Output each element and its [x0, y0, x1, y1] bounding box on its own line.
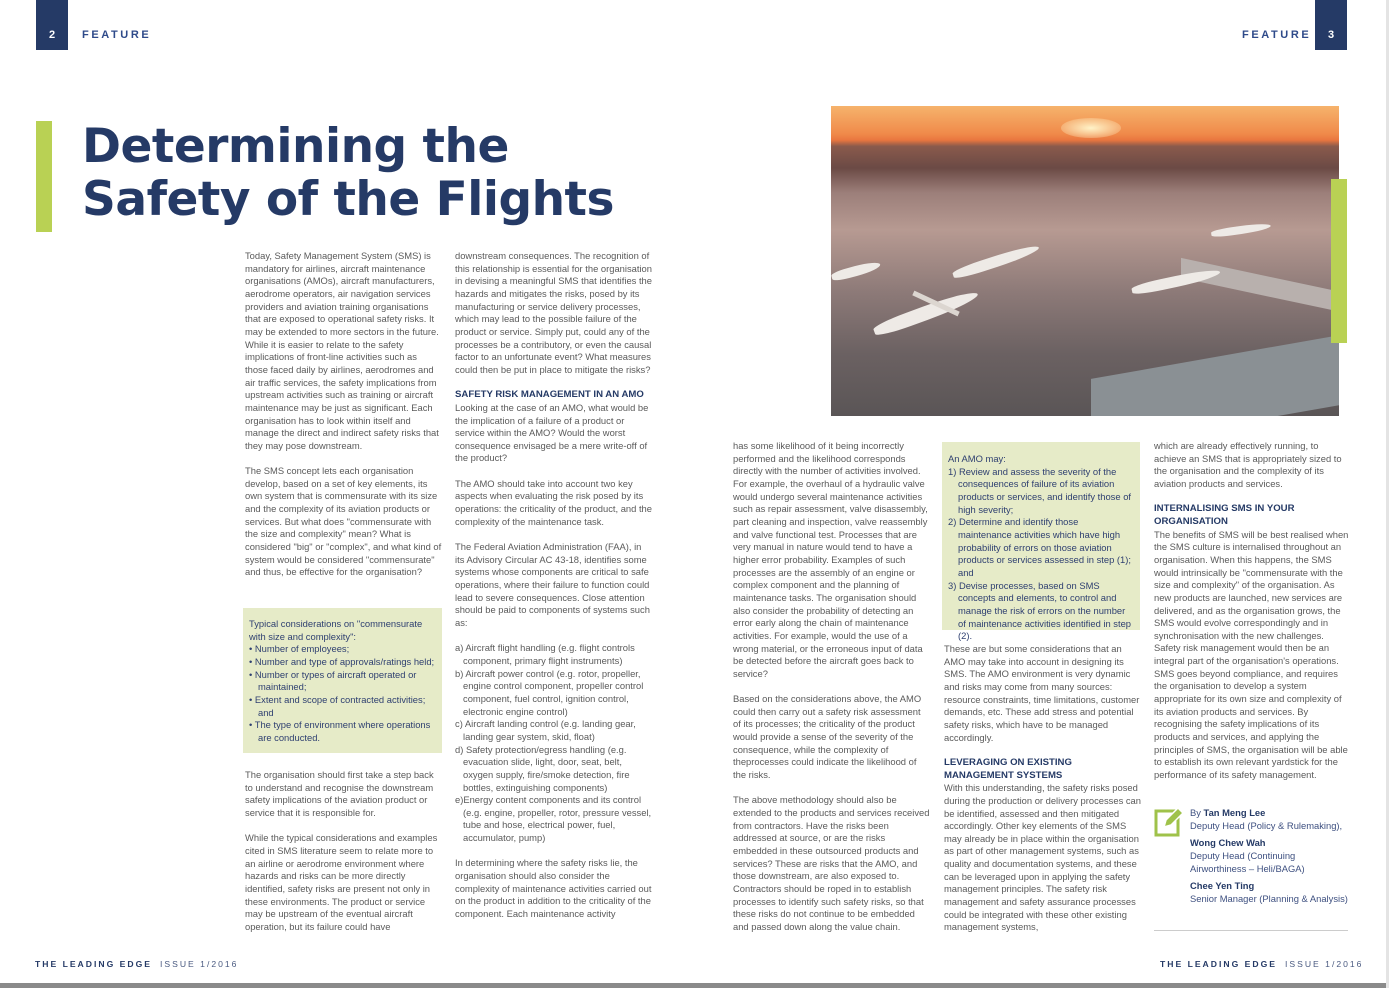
article-column-1 [245, 250, 442, 592]
airport-apron-photo [831, 106, 1339, 416]
article-column-5 [1154, 440, 1351, 794]
list-item: b) Aircraft power control (e.g. rotor, propeller, engine control component, propeller control component, fuel control, ignition control, electronic engine control) [455, 667, 644, 717]
author-name: Tan Meng Lee [1203, 807, 1266, 818]
airplane [831, 260, 881, 283]
byline [1190, 807, 1360, 906]
list-item: • Number of employees; [249, 643, 350, 655]
photo-accent-bar [1331, 179, 1347, 343]
footer-left [35, 959, 238, 969]
footer-right [1160, 959, 1363, 969]
list-item: • Number and type of approvals/ratings held; [249, 655, 435, 667]
byline-prefix: By [1190, 807, 1204, 818]
paragraph: The organisation should first take a step back to understand and recognise the downstream safety implications of the aviation product or service that it is responsible for. [245, 769, 434, 818]
list-item: 2) Determine and identify those maintenance activities which have high probability of errors on those aviation products or services assessed in step (1); and [948, 516, 1131, 578]
publication-name: THE LEADING EDGE [35, 959, 152, 969]
section-label-right: FEATURE [1242, 29, 1312, 41]
issue-label: ISSUE 1/2016 [160, 959, 239, 969]
paragraph: downstream consequences. The recognition of this relationship is essential for the organisation in devising a meaningful SMS that identifies the hazards and mitigates the risks, posed by its manufacturing or service delivery processes, which may lead to the possible failure of the product or service. Simply put, could any of the processes be a contributory, or even the causal factor to an unfortunate event? What measures could then be put in place to mitigate the risks? [455, 250, 652, 375]
title-line-2: Safety of the Flights [82, 172, 614, 227]
page-bottom-edge [0, 983, 1389, 988]
byline-divider [1154, 930, 1348, 931]
paragraph: While the typical considerations and examples cited in SMS literature seem to relate more to an airline or aerodrome environment where hazards and risks can be more directly identified, safety risks are present not only in these environments. The product or service may be upstream of the eventual aircraft operation, but its failure could have [245, 832, 438, 932]
list-item: • Extent and scope of contracted activities; and [249, 693, 426, 718]
list-item: 3) Devise processes, based on SMS concepts and elements, to control and manage the risk of errors on the number of maintenance activities identified in step (2). [948, 579, 1132, 642]
author-role: Deputy Head (Continuing Airworthiness – Heli/BAGA) [1190, 849, 1305, 874]
list-item: a) Aircraft flight handling (e.g. flight controls component, primary flight instruments) [455, 642, 635, 666]
page-number-right: 3 [1315, 0, 1347, 50]
sunset-glow [1061, 118, 1121, 138]
terminal-roof [1091, 333, 1339, 416]
paragraph: The benefits of SMS will be best realised when the SMS culture is internalised throughout an organisation. When this happens, the SMS would intrinsically be "commensurate with the size and complexity" of the organisation. As new products are launched, new services are delivered, and as the organisation grows, the SMS would evolve correspondingly and in synchronisation with the new challenges. Safety risk management would then be an integral part of the organisation's operations. SMS goes beyond compliance, and requires the organisation to develop a system appropriate for its own size and complexity of its aviation products and services. By recognising the safety implications of its products and services, and applying the principles of SMS, the organisation will be able to establish its own relevant yardstick for the performance of its safety management. [1154, 528, 1349, 781]
author-name: Wong Chew Wah [1190, 837, 1266, 849]
paragraph: Looking at the case of an AMO, what would be the implication of a failure of a product or service within the AMO? Would the worst consequence envisaged be a mere write-off of the product? [455, 401, 649, 464]
list-item: • The type of environment where operations are conducted. [249, 719, 431, 743]
terminal-building [1181, 258, 1339, 314]
section-label-left: FEATURE [82, 29, 152, 41]
list-item: e)Energy content components and its control (e.g. engine, propeller, rotor, pressure vessel, tube and hose, electrical power, fuel, accumulator, pump) [455, 794, 652, 844]
paragraph: which are already effectively running, to achieve an SMS that is appropriately sized to the organisation and the complexity of its aviation products and services. [1154, 440, 1342, 489]
title-accent-bar [36, 121, 52, 232]
article-column-4 [944, 643, 1141, 947]
section-heading: LEVERAGING ON EXISTING MANAGEMENT SYSTEMS [944, 756, 1072, 781]
paragraph: These are but some considerations that an AMO may take into account in designing its SMS. The AMO environment is very dynamic and risks may come from many sources: resource constraints, time limitations, customer demands, etc. These add stress and potential safety risks, which have to be managed accordingly. [944, 643, 1140, 743]
list-item: d) Safety protection/egress handling (e.g. evacuation slide, light, door, seat, belt, oxygen supply, fire/smoke detection, fire bottles, extinguishing components) [455, 743, 630, 793]
author-role: Senior Manager (Planning & Analysis) [1190, 892, 1348, 904]
list-item: c) Aircraft landing control (e.g. landing gear, landing gear system, skid, float) [455, 718, 636, 742]
paragraph: has some likelihood of it being incorrectly performed and the likelihood corresponds directly with the number of activities involved. For example, the overhaul of a hydraulic valve would undergo several maintenance activities such as repair assessment, valve disassembly, part cleaning and inspection, valve reassembly and valve functional test. Processes that are very manual in nature would tend to have a higher error probability. Examples of such processes are the assembly of an engine or complex component and the planning of maintenance tasks. The organisation should also consider the probability of detecting an error early along the chain of maintenance activities. For example, would the use of a wrong material, or the erroneous input of data be detected before the aircraft goes back to service? [733, 440, 928, 679]
paragraph: The above methodology should also be extended to the products and services received from contractors. Have the risks been addressed at source, or are the risks embedded in these outsourced products and services? These are risks that the AMO, and those downstream, are also exposed to. Contractors should be roped in to establish processes to identify such safety risks, so that these risks do not continue to be embedded and passed down along the value chain. [733, 794, 930, 932]
list-item: 1) Review and assess the severity of the consequences of failure of its aviation products or services, and identify those of high severity; [948, 465, 1132, 515]
paragraph: The SMS concept lets each organisation develop, based on a set of key elements, its own system that is commensurate with its size and the complexity of its aviation products or services. But what does "commensurate with the size and complexity" mean? What is considered "big" or "complex", and what kind of system would be considered "commensurate" and thus, be effective for the organisation? [245, 465, 442, 578]
box-intro: An AMO may: [948, 453, 1006, 464]
paragraph: The Federal Aviation Administration (FAA), in its Advisory Circular AC 43-18, identifies some systems whose components are critical to safe operations, where their failure to function could lead to severe consequences. Close attention should be paid to components of systems such as: [455, 541, 650, 628]
amo-steps-box [942, 442, 1140, 642]
paragraph: In determining where the safety risks lie, the organisation should also consider the complexity of maintenance activities carried out on the product in addition to the criticality of the component. Each maintenance activity [455, 857, 652, 920]
section-heading: INTERNALISING SMS IN YOUR ORGANISATION [1154, 503, 1295, 527]
list-item: • Number or types of aircraft operated or maintained; [249, 668, 417, 693]
publication-name: THE LEADING EDGE [1160, 959, 1277, 969]
author-role: Deputy Head (Policy & Rulemaking), [1190, 819, 1343, 831]
considerations-box [243, 608, 442, 753]
paragraph: The AMO should take into account two key aspects when evaluating the risk posed by its operations: the criticality of the product, and the complexity of the maintenance task. [455, 477, 652, 527]
airplane [1211, 222, 1272, 238]
page-title [82, 120, 614, 226]
article-column-3 [733, 440, 930, 946]
paragraph: Today, Safety Management System (SMS) is mandatory for airlines, aircraft maintenance organisations (AMOs), aircraft manufacturers, aerodrome operators, air navigation services providers and aviation training organisations that are exposed to operational safety risks. It may be extended to more sectors in the future. While it is easier to relate to the safety implications of front-line activities such as those faced daily by airlines, aerodromes and air traffic services, the safety implications from upstream activities such as training or aircraft maintenance may be just as significant. Each organisation has to look within itself and manage the direct and indirect safety risks that they may pose downstream. [245, 250, 439, 451]
box-intro: Typical considerations on "commensurate with size and complexity": [249, 618, 423, 642]
title-line-1: Determining the [82, 119, 509, 174]
pencil-edit-icon [1154, 805, 1184, 837]
article-column-2 [455, 250, 652, 933]
author-name: Chee Yen Ting [1190, 880, 1255, 892]
paragraph: With this understanding, the safety risks posed during the production or delivery processes can be identified, assessed and then mitigated accordingly. Other key elements of the SMS may already be in place within the organisation as part of other management systems, such as quality and documentation systems, and these can be leveraged upon in applying the safety management principles. The safety risk management and safety assurance processes could be integrated with these other existing management systems, [944, 782, 1141, 933]
page-number-left: 2 [36, 0, 68, 50]
issue-label: ISSUE 1/2016 [1285, 959, 1364, 969]
section-heading: SAFETY RISK MANAGEMENT IN AN AMO [455, 389, 644, 401]
airplane [952, 242, 1041, 280]
article-column-1-cont [245, 769, 442, 946]
paragraph: Based on the considerations above, the AMO could then carry out a safety risk assessment of its processes; the criticality of the product would provide a sense of the severity of the consequence, while the complexity of theprocesses could indicate the likelihood of the risks. [733, 693, 922, 781]
